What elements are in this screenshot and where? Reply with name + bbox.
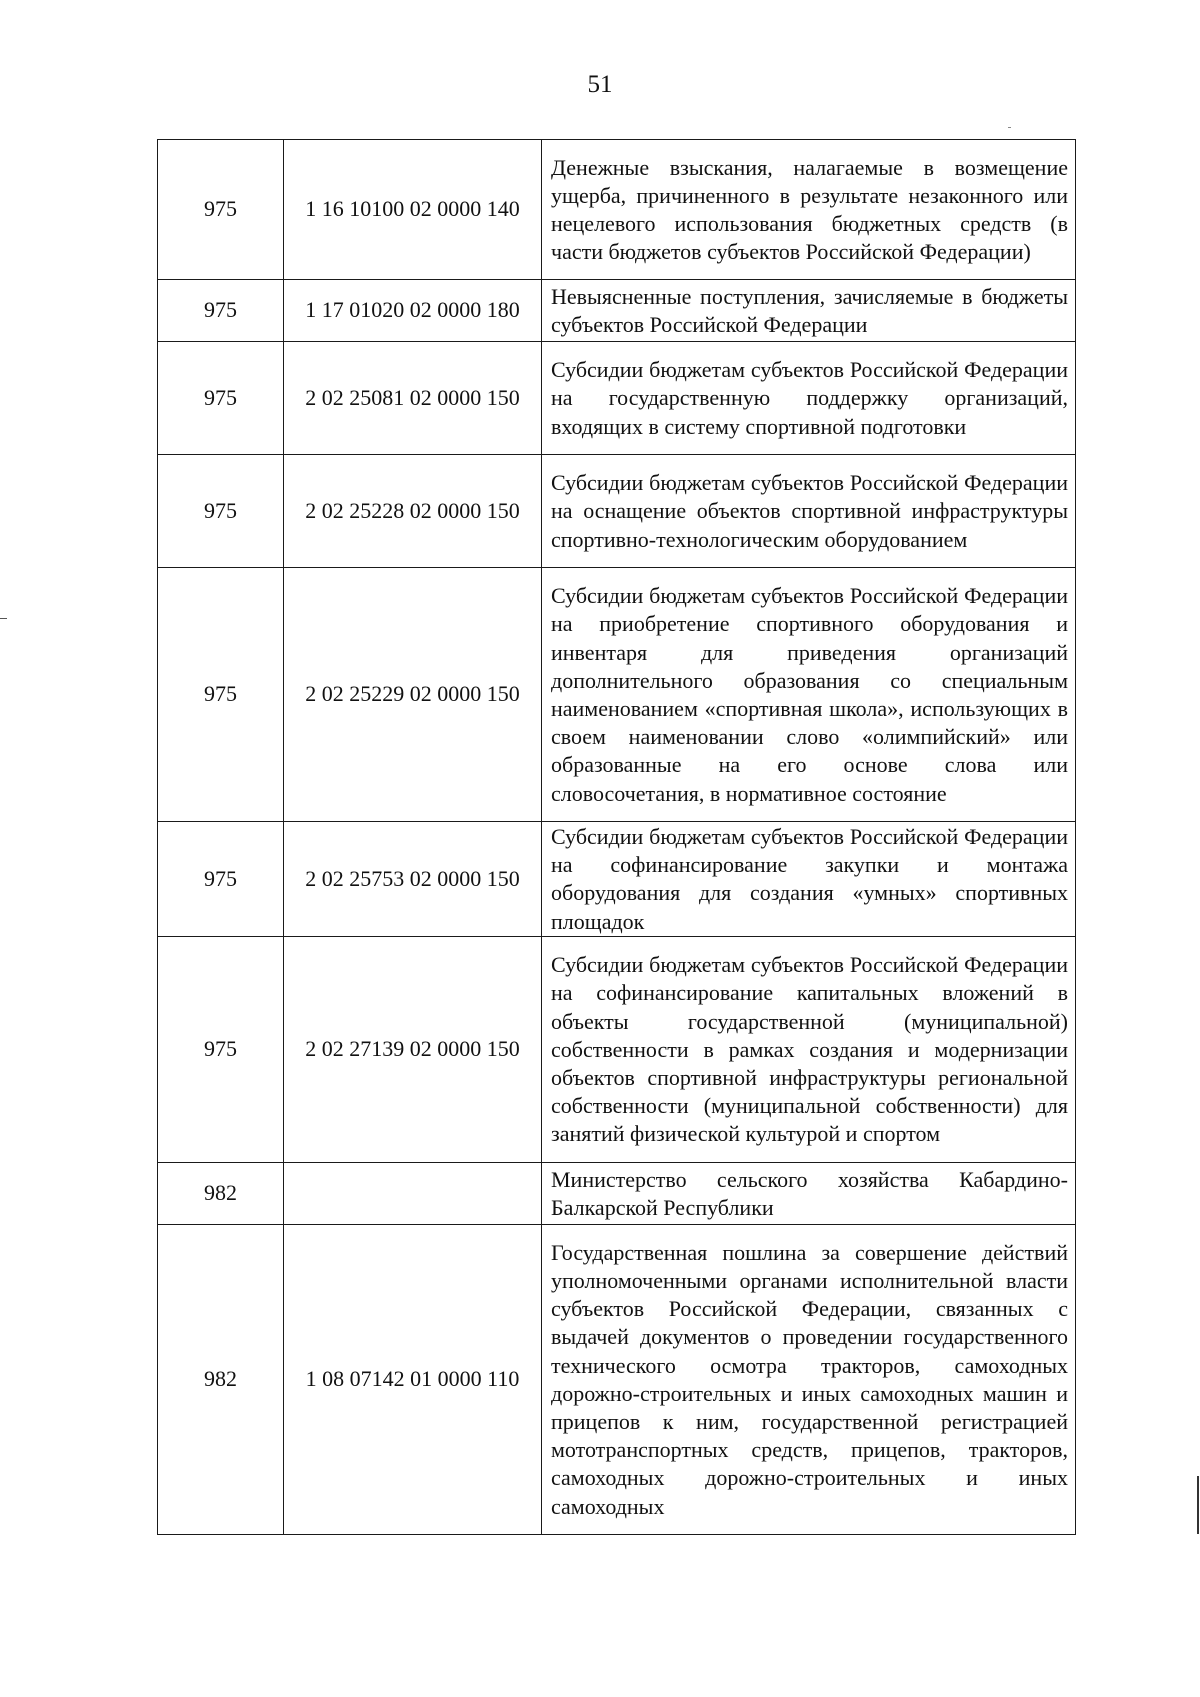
description-cell: Субсидии бюджетам субъектов Российской Федерации на оснащение объектов спортивной инфраструктуры спортивно-технологическим оборудованием bbox=[542, 455, 1076, 568]
table-row bbox=[158, 568, 1076, 822]
admin-code-cell: 975 bbox=[158, 568, 284, 822]
budget-code-cell: 1 17 01020 02 0000 180 bbox=[284, 280, 542, 342]
description-cell: Субсидии бюджетам субъектов Российской Федерации на приобретение спортивного оборудования и инвентаря для приведения организаций дополнительного образования со специальным наименованием «спортивная школа», использующих в своем наименовании слово «олимпийский» или образованные на его основе слова или словосочетания, в нормативное состояние bbox=[542, 568, 1076, 822]
admin-code-cell: 975 bbox=[158, 140, 284, 280]
revenue-codes-table bbox=[157, 139, 1076, 1535]
admin-code-cell: 975 bbox=[158, 342, 284, 455]
budget-code-cell: 2 02 25081 02 0000 150 bbox=[284, 342, 542, 455]
admin-code-cell: 975 bbox=[158, 280, 284, 342]
budget-code-cell: 2 02 25229 02 0000 150 bbox=[284, 568, 542, 822]
scan-margin-mark bbox=[0, 618, 7, 619]
description-cell: Субсидии бюджетам субъектов Российской Федерации на софинансирование закупки и монтажа оборудования для создания «умных» спортивных площадок bbox=[542, 822, 1076, 937]
table-row bbox=[158, 936, 1076, 1162]
description-cell: Министерство сельского хозяйства Кабардино-Балкарской Республики bbox=[542, 1162, 1076, 1224]
budget-code-cell: 1 08 07142 01 0000 110 bbox=[284, 1224, 542, 1534]
page-number: 51 bbox=[587, 71, 613, 98]
description-cell: Невыясненные поступления, зачисляемые в бюджеты субъектов Российской Федерации bbox=[542, 280, 1076, 342]
description-cell: Субсидии бюджетам субъектов Российской Федерации на государственную поддержку организаций, входящих в систему спортивной подготовки bbox=[542, 342, 1076, 455]
table-row bbox=[158, 342, 1076, 455]
budget-code-cell: 1 16 10100 02 0000 140 bbox=[284, 140, 542, 280]
admin-code-cell: 975 bbox=[158, 822, 284, 937]
scan-dust-mark bbox=[1008, 127, 1011, 128]
table-row bbox=[158, 1224, 1076, 1534]
description-cell: Субсидии бюджетам субъектов Российской Федерации на софинансирование капитальных вложений в объекты государственной (муниципальной) собственности в рамках создания и модернизации объектов спортивной инфраструктуры региональной собственности (муниципальной собственности) для занятий физической культурой и спортом bbox=[542, 936, 1076, 1162]
budget-code-cell bbox=[284, 1162, 542, 1224]
admin-code-cell: 982 bbox=[158, 1224, 284, 1534]
description-cell: Государственная пошлина за совершение действий уполномоченными органами исполнительной власти субъектов Российской Федерации, связанных с выдачей документов о проведении государственного технического осмотра тракторов, самоходных дорожно-строительных и иных самоходных машин и прицепов к ним, государственной регистрацией мототранспортных средств, прицепов, тракторов, самоходных дорожно-строительных и иных самоходных bbox=[542, 1224, 1076, 1534]
table-row bbox=[158, 1162, 1076, 1224]
budget-code-cell: 2 02 27139 02 0000 150 bbox=[284, 936, 542, 1162]
admin-code-cell: 982 bbox=[158, 1162, 284, 1224]
budget-code-cell: 2 02 25753 02 0000 150 bbox=[284, 822, 542, 937]
table-row bbox=[158, 280, 1076, 342]
scan-edge-mark bbox=[1197, 1476, 1199, 1534]
admin-code-cell: 975 bbox=[158, 936, 284, 1162]
budget-code-cell: 2 02 25228 02 0000 150 bbox=[284, 455, 542, 568]
table-row bbox=[158, 822, 1076, 937]
table-row bbox=[158, 140, 1076, 280]
table-row bbox=[158, 455, 1076, 568]
description-cell: Денежные взыскания, налагаемые в возмещение ущерба, причиненного в результате незаконного или нецелевого использования бюджетных средств (в части бюджетов субъектов Российской Федерации) bbox=[542, 140, 1076, 280]
admin-code-cell: 975 bbox=[158, 455, 284, 568]
